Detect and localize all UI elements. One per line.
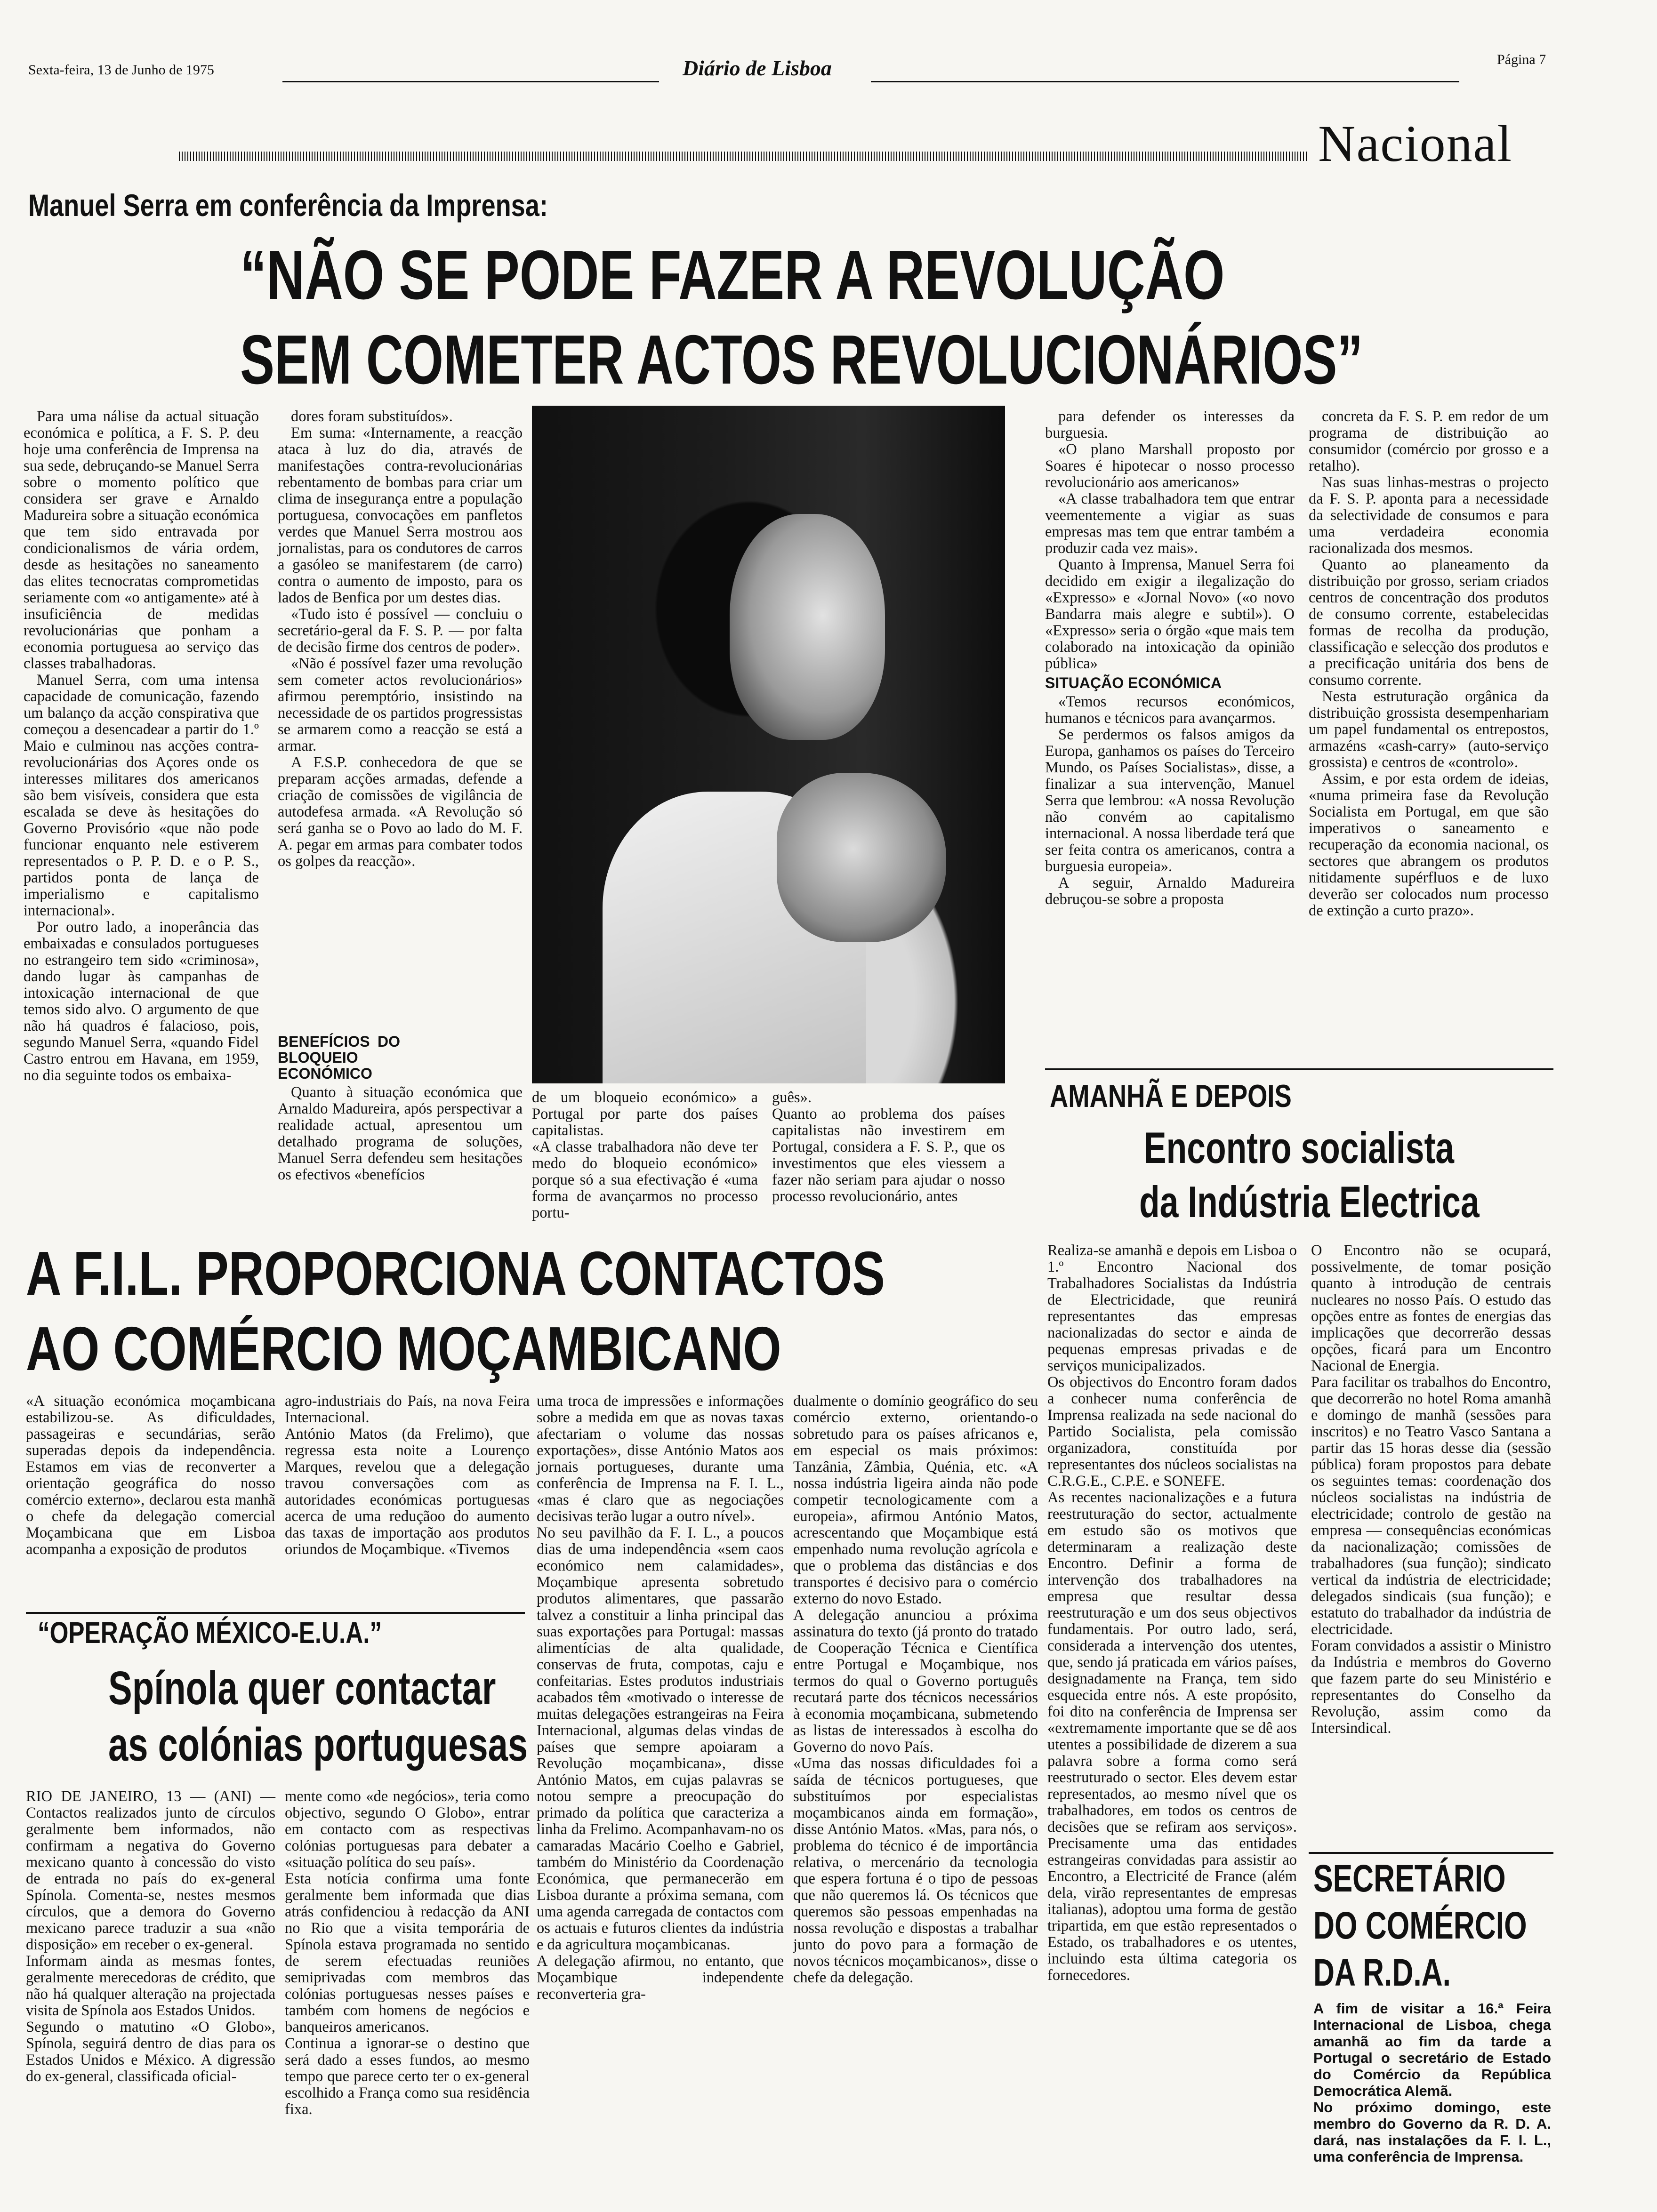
rda-rule-top — [1309, 1852, 1553, 1854]
mexico-headline-line2: as colónias portuguesas — [108, 1718, 528, 1771]
paragraph: concreta da F. S. P. em redor de um programa de distribuição ao consumidor (comércio por grosso e a retalho). — [1309, 408, 1549, 474]
rda-body: A fim de visitar a 16.ª Feira Internacional de Lisboa, chega amanhã ao fim da tarde a Portugal o secretário de Estado do Comércio da República Democrática Alemã. No próximo domingo, este membro do Governo da R. D. A. dará, nas instalações da F. I. L., uma conferência de Imprensa. — [1313, 2000, 1551, 2165]
header-rule-right — [871, 81, 1459, 82]
amanha-headline-line1: Encontro socialista — [1144, 1123, 1455, 1172]
paragraph: Quanto à Imprensa, Manuel Serra foi decidido em exigir a ilegalização do «Expresso» e «Jornal Novo» («o novo Bandarra mais alegre e subtil»). O «Expresso» seria o órgão «que mais tem colaborado na intoxicação da opinião pública» — [1045, 556, 1295, 672]
main-column-2 — [278, 409, 523, 1020]
amanha-headline-line2: da Indústria Electrica — [1139, 1177, 1480, 1226]
paragraph: «Temos recursos económicos, humanos e técnicos para avançarmos. — [1045, 693, 1295, 727]
subhead-situacao: SITUAÇÃO ECONÓMICA — [1045, 674, 1222, 691]
main-column-6 — [1309, 409, 1549, 1063]
main-column-4-bottom: guês». Quanto ao problema dos países capitalistas não investirem em Portugal, considera a F. S. P., que os investimentos que eles viessem a fazer não seriam para ajudar o nosso processo revolucionário, antes — [772, 1089, 1005, 1205]
paragraph: A F.S.P. conhecedora de que se preparam acções armadas, defende a criação de comissões de vigilância de autodefesa armada. «A Revolução só será ganha se o Povo ao lado do M. F. A. pegar em armas para combater todos os golpes da reacção». — [278, 754, 523, 870]
mexico-column-2: mente como «de negócios», teria como objectivo, segundo O Globo», entrar em contacto com as respectivas colónias portuguesas para debater a «situação política do seu país». Esta notícia confirma uma fonte geralmente bem informada que dias atrás confidenciou à redacção da ANI no Rio que a visita temporária de Spínola estava programada no sentido de serem efectuadas reuniões semiprivadas com membros das colónias portuguesas nesses países e também com homens de negócios e banqueiros americanos. Continua a ignorar-se o destino que será dado a esses fundos, ao mesmo tempo que parece certo ter o ex-general escolhido a França como sua residência fixa. — [285, 1788, 530, 2118]
main-column-3-bottom: de um bloqueio económico» a Portugal por parte dos países capitalistas. «A classe trabalhadora não deve ter medo do bloqueio económico» porque só a sua efectivação é «uma forma de avançarmos no processo portu- — [532, 1089, 758, 1221]
rda-headline-line3: DA R.D.A. — [1313, 1951, 1451, 1994]
main-kicker: Manuel Serra em conferência da Imprensa: — [28, 188, 548, 223]
fil-headline-line1: A F.I.L. PROPORCIONA CONTACTOS — [26, 1239, 885, 1308]
paragraph: para defender os interesses da burguesia. — [1045, 408, 1295, 441]
mexico-column-1: RIO DE JANEIRO, 13 — (ANI) — Contactos realizados junto de círculos geralmente bem informados, não confirmam a negativa do Governo mexicano quanto à concessão do visto de entrada no país do ex-general Spínola. Comenta-se, nestes mesmos círculos, que a demora do Governo mexicano parece traduzir a sua «não disposição» em receber o ex-general. Informam ainda as mesmas fontes, geralmente merecedoras de crédito, que não há qualquer alteração na projectada visita de Spínola aos Estados Unidos. Segundo o matutino «O Globo», Spínola, seguirá dentro de dias para os Estados Unidos e México. A digressão do ex-general, classificada oficial- — [26, 1788, 275, 2085]
paragraph: Se perdermos os falsos amigos da Europa, ganhamos os países do Terceiro Mundo, os Países Socialistas», disse, a finalizar a sua intervenção, Manuel Serra que lembrou: «A nossa Revolução não convém ao capitalismo internacional. A nossa liberdade terá que ser feita contra os americanos, contra a burguesia europeia». — [1045, 726, 1295, 875]
rda-headline-line2: DO COMÉRCIO — [1313, 1904, 1527, 1947]
paragraph: A seguir, Arnaldo Madureira debruçou-se sobre a proposta — [1045, 874, 1295, 908]
paragraph: Em suma: «Internamente, a reacção ataca à luz do dia, através de manifestações contra-revolucionárias rebentamento de bombas para criar um clima de insegurança entre a população portuguesa, convocações em panfletos verdes que Manuel Serra mostrou aos jornalistas, para os condutores de carros a gasóleo se manifestarem (de carro) contra o aumento de imposto, para os lados de Benfica por um destes dias. — [278, 425, 523, 606]
fil-headline-line2: AO COMÉRCIO MOÇAMBICANO — [26, 1314, 781, 1383]
amanha-column-2: O Encontro não se ocupará, possivelmente, de tomar posição quanto à introdução de centrais nucleares no nosso País. O estudo das opções entre as fontes de energias das implicações que decorrerão dessas opções, ficará para um Encontro Nacional de Energia. Para facilitar os trabalhos do Encontro, que decorrerão no hotel Roma amanhã e domingo de manhã (sessões para inscritos) e no Teatro Vasco Santana a partir das 15 horas desse dia (sessão pública) foram propostos para debate os seguintes temas: coordenação dos núcleos socialistas na indústria de electricidade; controlo de gestão na empresa — consequências económicas da nacionalização; comissões de trabalhadores (sua função); sindicato vertical da indústria de electricidade; delegados sindicais (sua função); e estatuto do trabalhador da indústria de electricidade. Foram convidados a assistir o Ministro da Indústria e membros do Governo que fazem parte do seu Ministério e representantes do Conselho da Revolução, assim como da Intersindical. — [1311, 1242, 1551, 1737]
header-rule-left — [282, 81, 659, 82]
photo-face — [730, 514, 885, 740]
paragraph: Quanto à situação económica que Arnaldo Madureira, após perspectivar a realidade actual, apresentou um detalhado programa de soluções, Manuel Serra defendeu sem hesitações os efectivos «benefícios — [278, 1084, 523, 1183]
issue-date: Sexta-feira, 13 de Junho de 1975 — [28, 62, 214, 78]
paragraph: dores foram substituídos». — [291, 408, 453, 425]
masthead: Diário de Lisboa — [683, 56, 832, 80]
main-headline-line2: SEM COMETER ACTOS REVOLUCIONÁRIOS” — [240, 321, 1363, 399]
mexico-headline-line1: Spínola quer contactar — [108, 1662, 496, 1715]
amanha-column-1: Realiza-se amanhã e depois em Lisboa o 1.º Encontro Nacional dos Trabalhadores Socialistas da Indústria de Electricidade, que reunirá representantes das empresas nacionalizadas do sector e ainda de pequenas empresas privadas e de serviços municipalizados. Os objectivos do Encontro foram dados a conhecer numa conferência de Imprensa realizada na sede nacional do Partido Socialista, pela comissão organizadora, constituída por representantes dos núcleos socialistas na C.R.G.E., C.P.E. e SONEFE. As recentes nacionalizações e a futura reestruturação do sector, actualmente em estudo são os motivos que determinaram a realização deste Encontro. Definir a forma de intervenção dos trabalhadores na empresa que resultar dessa reestruturação e um dos seus objectivos fundamentais. Por outro lado, será, considerada a intervenção dos utentes, que, sendo já praticada em vários países, designadamente na França, tem sido esquecida entre nós. A este propósito, foi dito na conferência de Imprensa ser «extremamente importante que se dê aos utentes a possibilidade de dizerem a sua palavra sobre a forma como será reestruturado o sector. Eles devem estar representados, ao mesmo nível que os trabalhadores, em todos os centros de decisões que se refiram aos serviços». Precisamente uma das entidades estrangeiras convidadas para assistir ao Encontro, a Electricité de France (além dela, virão representantes de empresas italianas), adoptou uma forma de gestão tripartida, em que estão representados o Estado, os trabalhadores e os utentes, incluindo esta última categoria os fornecedores. — [1047, 1242, 1297, 1984]
amanha-rule-top — [1045, 1068, 1553, 1070]
main-column-5 — [1045, 409, 1295, 1063]
paragraph: Por outro lado, a inoperância das embaixadas e consulados portugueses no estrangeiro tem sido «criminosa», dando lugar às campanhas de intoxicação internacional de que temos sido alvo. O argumento de que não há quadros é falacioso, pois, segundo Manuel Serra, «quando Fidel Castro entrou em Havana, em 1959, no dia seguinte todos os embaixa- — [24, 919, 259, 1084]
paragraph: Manuel Serra, com uma intensa capacidade de comunicação, fazendo um balanço da acção conspirativa que começou a desencadear a partir do 1.º Maio e culminou nas acções contra-revolucionárias dos Açores onde os interesses militares dos americanos são bem visíveis, considera que esta escalada se deve às hesitações do Governo Provisório «que não pode funcionar enquanto nele estiverem representados o P. P. D. e o P. S., partidos ponta de lança de imperialismo e capitalismo internacional». — [24, 672, 259, 919]
paragraph: Nas suas linhas-mestras o projecto da F. S. P. aponta para a necessidade da selectividade de consumos e para uma verdadeira economia racionalizada dos mesmos. — [1309, 474, 1549, 557]
subhead-beneficios: BENEFÍCIOS DO BLOQUEIO ECONÓMICO — [278, 1033, 400, 1082]
paragraph: Para uma nálise da actual situação económica e política, a F. S. P. deu hoje uma conferência de Imprensa na sua sede, debruçando-se Manuel Serra sobre o momento político que considera ser grave e Arnaldo Madureira sobre a situação económica que tem sido entravada por condicionalismos de vária ordem, desde as hesitações no saneamento das elites tecnocratas comprometidas seriamente com «o antigamente» até à insuficiência de medidas revolucionárias que ponham a economia portuguesa ao serviço das classes trabalhadoras. — [24, 408, 259, 672]
fil-column-1: «A situação económica moçambicana estabilizou-se. As dificuldades, passageiras e secundárias, serão superadas depois da independência. Estamos em vias de reconverter a orientação geográfica do nosso comércio externo», declarou esta manhã o chefe da delegação comercial Moçambicana que em Lisboa acompanha a exposição de produtos — [26, 1393, 275, 1558]
fil-column-4: dualmente o domínio geográfico do seu comércio externo, orientando-o sobretudo para os países africanos e, em especial os mais próximos: Tanzânia, Zâmbia, Quénia, etc. «A nossa indústria ligeira ainda não pode competir tecnologicamente com a europeia», afirmou António Matos, acrescentando que Moçambique está empenhado numa revolução agrícola e que o problema das distâncias e dos transportes é decisivo para o comércio externo do novo Estado. A delegação anunciou a próxima assinatura do texto (já pronto do tratado de Cooperação Técnica e Científica entre Portugal e Moçambique, nos termos do qual o Governo português recutará parte dos técnicos necessários à economia moçambicana, submetendo as listas de interessados à escolha do Governo do novo País. «Uma das nossas dificuldades foi a saída de técnicos portugueses, que substituímos por especialistas moçambicanos ainda em formação», disse António Matos. «Mas, para nós, o problema do técnico é de importância relativa, o mercenário da tecnologia que espera fortuna é o tipo de pessoas que não queremos lá. Os técnicos que queremos são pessoas empenhadas na nossa revolução e dispostas a trabalhar junto do povo para a formação de novos técnicos moçambicanos», disse o chefe da delegação. — [793, 1393, 1038, 1986]
paragraph: Nesta estruturação orgânica da distribuição grossista desempenhariam um papel fundamental os entrepostos, armazéns «cash-carry» (auto-serviço grossista) e centros de «controlo». — [1309, 688, 1549, 771]
paragraph: «A classe trabalhadora tem que entrar veementemente a vigiar as suas empresas mas tem que entrar também a produzir cada vez mais». — [1045, 490, 1295, 557]
fil-column-3: uma troca de impressões e informações sobre a medida em que as novas taxas afectariam o volume das nossas exportações», disse António Matos aos jornais portugueses, durante uma conferência de Imprensa na F. I. L., «mas é claro que as negociações decisivas terão lugar a outro nível». No seu pavilhão da F. I. L., a poucos dias de uma independência «sem caos económico nem calamidades», Moçambique apresenta sobretudo produtos alimentares, que passarão talvez a constituir a linha principal das suas exportações para Portugal: massas alimentícias de alta qualidade, conservas de fruta, compotas, caju e confeitarias. Estes produtos industriais acabados têm «motivado o interesse de muitas delegações estrangeiras na Feira Internacional, algumas delas vindas de países que sempre apoiaram a Revolução moçambicana», disse António Matos, em cujas palavras se notou sempre a preocupação do primado da política que caracteriza a linha da Frelimo. Acompanhavam-no os camaradas Macário Coelho e Gabriel, também do Ministério da Coordenação Económica, que permanecerão em Lisboa durante a próxima semana, com uma agenda carregada de contactos com os actuais e futuros clientes da indústria e da agricultura moçambicanas. A delegação afirmou, no entanto, que Moçambique independente reconverteria gra- — [537, 1393, 784, 2003]
rda-headline-line1: SECRETÁRIO — [1313, 1857, 1506, 1900]
section-title: Nacional — [1318, 115, 1513, 172]
paragraph: Quanto ao planeamento da distribuição por grosso, seriam criados centros de concentração dos produtos de consumo corrente, estabelecidas formas de recolha da produção, classificação e selecção dos produtos e a precificação unitária dos bens de consumo corrente. — [1309, 556, 1549, 689]
manuel-serra-photo — [532, 406, 1005, 1083]
photo-hand — [777, 773, 946, 942]
main-column-2-bottom — [278, 1031, 523, 1183]
main-column-1 — [24, 409, 259, 1173]
section-hatch-bar — [179, 152, 1309, 161]
paragraph: «Tudo isto é possível — concluiu o secretário-geral da F. S. P. — por falta de decisão firme dos centros de poder». — [278, 606, 523, 656]
paragraph: Assim, e por esta ordem de ideias, «numa primeira fase da Revolução Socialista em Portugal, em que são imperativos o saneamento e recuperação da economia nacional, os sectores que abrangem os produtos nitidamente supérfluos e de luxo deverão ser colocados num processo de extinção a curto prazo». — [1309, 770, 1549, 919]
fil-column-2: agro-industriais do País, na nova Feira Internacional. António Matos (da Frelimo), que regressa esta noite a Lourenço Marques, revelou que a delegação travou conversações com as autoridades económicas portuguesas acerca de uma reduçãoo do aumento das taxas de importação aos produtos oriundos de Moçambique. «Tivemos — [285, 1393, 530, 1558]
mexico-kicker: “OPERAÇÃO MÉXICO-E.U.A.” — [38, 1616, 382, 1650]
mexico-rule-top — [26, 1612, 525, 1614]
paragraph: «Não é possível fazer uma revolução sem cometer actos revolucionários» afirmou peremptório, insistindo na necessidade de os partidos progressistas se armarem como a reacção se está a armar. — [278, 655, 523, 754]
paragraph: «O plano Marshall proposto por Soares é hipotecar o nosso processo revolucionário aos americanos» — [1045, 441, 1295, 491]
main-headline-line1: “NÃO SE PODE FAZER A REVOLUÇÃO — [240, 236, 1225, 314]
page-number: Página 7 — [1497, 52, 1546, 67]
amanha-kicker: AMANHÃ E DEPOIS — [1050, 1078, 1292, 1114]
